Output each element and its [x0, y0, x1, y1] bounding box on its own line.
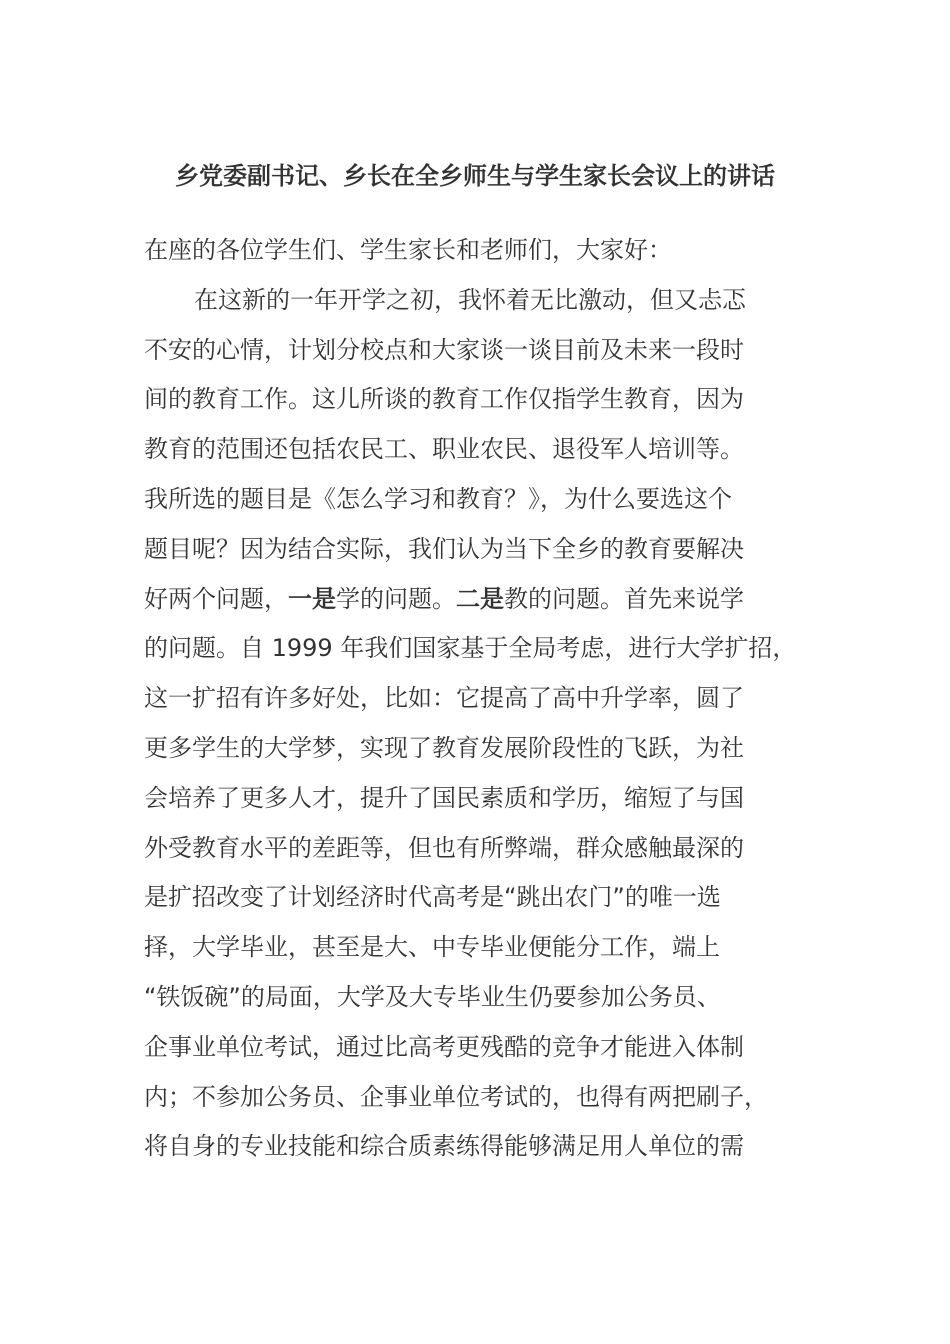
document-title: 乡党委副书记、乡长在全乡师生与学生家长会议上的讲话	[175, 162, 775, 190]
paragraph-line: 择，大学毕业，甚至是大、中专毕业便能分工作，端上	[144, 933, 720, 962]
paragraph-line: 我所选的题目是《怎么学习和教育？》，为什么要选这个	[144, 484, 732, 513]
text-segment: 好两个问题，	[144, 584, 288, 613]
paragraph-line: 间的教育工作。这儿所谈的教育工作仅指学生教育，因为	[144, 385, 744, 414]
paragraph-line: 更多学生的大学梦，实现了教育发展阶段性的飞跃，为社	[144, 733, 744, 762]
paragraph-line: 外受教育水平的差距等，但也有所弊端，群众感触最深的	[144, 833, 744, 862]
paragraph-line: 教育的范围还包括农民工、职业农民、退役军人培训等。	[144, 435, 744, 464]
paragraph-line: 这一扩招有许多好处，比如：它提高了高中升学率，圆了	[144, 684, 744, 713]
paragraph-line: 将自身的专业技能和综合质素练得能够满足用人单位的需	[144, 1132, 744, 1161]
bold-segment: 一是	[288, 584, 336, 613]
text-segment: 学的问题。	[336, 584, 456, 613]
paragraph-line: 企事业单位考试，通过比高考更残酷的竞争才能进入体制	[144, 1032, 744, 1061]
paragraph-line: 题目呢？因为结合实际，我们认为当下全乡的教育要解决	[144, 534, 744, 563]
paragraph-line: “铁饭碗”的局面，大学及大专毕业生仍要参加公务员、	[144, 982, 721, 1011]
bold-segment: 二是	[456, 584, 504, 613]
paragraph-line: 在这新的一年开学之初，我怀着无比激动，但又忐忑	[194, 285, 746, 314]
paragraph-line: 的问题。自 1999 年我们国家基于全局考虑，进行大学扩招，	[144, 634, 797, 663]
paragraph-line: 内；不参加公务员、企事业单位考试的，也得有两把刷子，	[144, 1082, 768, 1111]
paragraph-line: 会培养了更多人才，提升了国民素质和学历，缩短了与国	[144, 783, 744, 812]
paragraph-line: 不安的心情，计划分校点和大家谈一谈目前及未来一段时	[144, 335, 744, 364]
text-segment: 教的问题。首先来说学	[504, 584, 744, 613]
paragraph-line: 是扩招改变了计划经济时代高考是“跳出农门”的唯一选	[144, 883, 721, 912]
paragraph-line-mixed	[144, 575, 844, 625]
document-body	[144, 226, 844, 1172]
greeting-line: 在座的各位学生们、学生家长和老师们，大家好：	[144, 236, 672, 264]
